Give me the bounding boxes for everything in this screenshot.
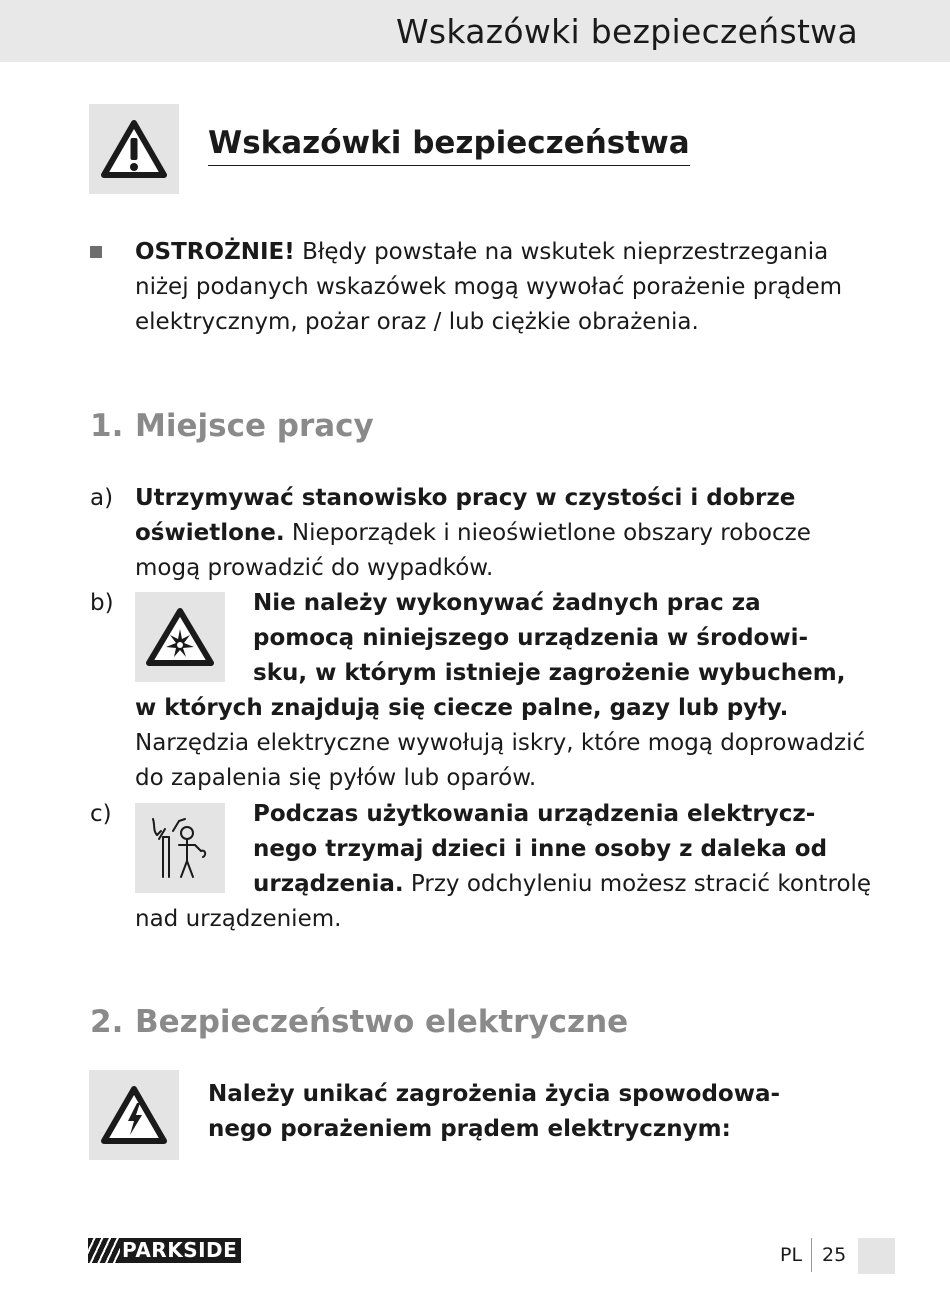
item-c-line2: nego trzymaj dzieci i inne osoby z daleka od [253,836,828,862]
item-b-line2: pomocą niniejszego urządzenia w środowi- [253,625,809,651]
logo-stripes-icon [88,1238,120,1263]
item-b-text-cont [135,691,895,796]
item-b-marker: b) [90,590,114,616]
warning-triangle-icon [101,119,167,179]
electric-warning-line1: Należy unikać zagrożenia życia spowodowa- [208,1081,781,1107]
item-b-line1: Nie należy wykonywać żadnych prac za [253,590,761,616]
parkside-logo [88,1238,241,1263]
caution-line2: niżej podanych wskazówek mogą wywołać porażenie prądem [135,274,843,300]
section-heading: Wskazówki bezpieczeństwa [208,124,690,166]
item-c-line3-bold: urządzenia. [253,871,404,897]
explosion-icon-box [135,592,225,682]
item-a-line2-bold: oświetlone. [135,520,285,546]
caution-line3: elektrycznym, pożar oraz / lub ciężkie obrażenia. [135,309,699,335]
electric-shock-icon [101,1085,167,1145]
item-c-line1: Podczas użytkowania urządzenia elektrycz- [253,801,816,827]
caution-label: OSTROŻNIE! [135,239,295,265]
caution-line1: Błędy powstałe na wskutek nieprzestrzegania [294,239,829,265]
brand-name: PARKSIDE [120,1238,241,1263]
item-c-marker: c) [90,801,112,827]
footer-tab-box [858,1238,895,1274]
section-2-title: Bezpieczeństwo elektryczne [135,1004,629,1040]
item-b-line3: sku, w którym istnieje zagrożenie wybuchem, [253,660,846,686]
section-1-title: Miejsce pracy [135,408,374,444]
item-a-line2-rest: Nieporządek i nieoświetlone obszary robocze [284,520,811,546]
item-c-text [253,797,893,902]
explosion-hazard-icon [146,607,214,667]
item-c-line3-rest: Przy odchyleniu możesz stracić kontrolę [403,871,872,897]
item-a-line3: mogą prowadzić do wypadków. [135,555,494,581]
page-header [0,0,950,62]
item-c-line4: nad urządzeniem. [135,906,342,932]
header-title: Wskazówki bezpieczeństwa [395,12,858,51]
electric-warning-line2: nego porażeniem prądem elektrycznym: [208,1116,731,1142]
page-number: 25 [822,1244,847,1266]
item-b-line5: Narzędzia elektryczne wywołują iskry, które mogą doprowadzić [135,730,866,756]
keep-children-away-icon [147,811,213,885]
electric-icon-box [89,1070,179,1160]
warning-icon-box [89,104,179,194]
section-1-number: 1. [90,408,124,444]
item-b-text [253,586,893,691]
item-b-line6: do zapalenia się pyłów lub oparów. [135,765,537,791]
section-2-number: 2. [90,1004,124,1040]
item-a-line1: Utrzymywać stanowisko pracy w czystości i dobrze [135,485,796,511]
bullet-square [90,246,102,258]
item-a-text [135,481,895,586]
item-b-line4: w których znajdują się ciecze palne, gazy lub pyły. [135,695,789,721]
caution-paragraph [135,235,895,340]
language-code: PL [780,1244,803,1266]
children-icon-box [135,803,225,893]
item-a-marker: a) [90,485,114,511]
electric-warning-text [208,1077,898,1147]
footer-divider [811,1238,812,1272]
item-c-text-cont [135,902,895,937]
